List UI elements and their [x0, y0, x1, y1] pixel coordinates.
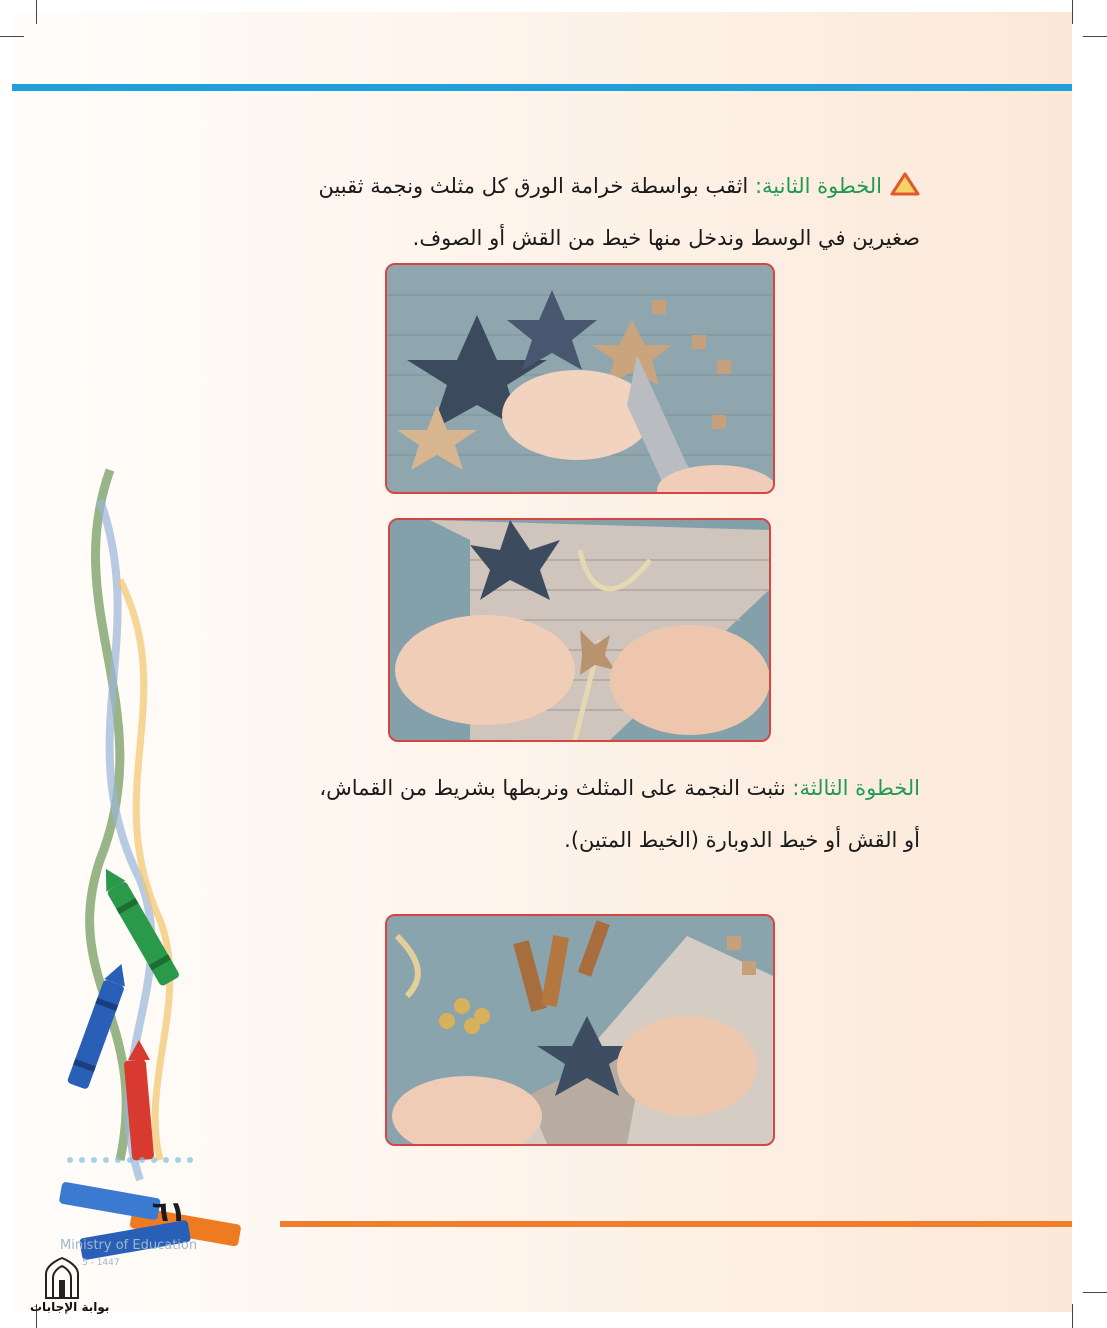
step-two-line-1 — [200, 160, 920, 212]
bottom-orange-rule — [280, 1221, 1072, 1227]
crayons-illustration — [40, 460, 300, 1280]
crop-mark — [1072, 1304, 1073, 1328]
page-number: ٦١ — [151, 1195, 187, 1228]
ministry-label: Ministry of Education — [60, 1238, 198, 1253]
step-two-line-2: صغيرين في الوسط وندخل منها خيط من القش أو الصوف. — [412, 226, 920, 250]
photo-tying-star — [385, 914, 775, 1146]
year-label: 5 - 1447 — [82, 1258, 120, 1268]
step-three-line-1 — [200, 762, 920, 814]
crop-mark — [0, 36, 24, 37]
warning-triangle-icon — [890, 172, 920, 196]
photo-threading-straw — [388, 518, 771, 742]
step-three-heading: الخطوة الثالثة: — [792, 776, 920, 800]
crop-mark — [1072, 0, 1073, 24]
top-blue-rule — [12, 84, 1072, 91]
crop-mark — [1083, 1292, 1107, 1293]
photo-punching-star — [385, 263, 775, 494]
crop-mark — [1083, 36, 1107, 37]
watermark-text: بوابة الإجابات — [30, 1300, 110, 1314]
step-two-paragraph — [200, 160, 920, 264]
step-three-paragraph — [200, 762, 920, 866]
step-three-text-1: نثبت النجمة على المثلث ونربطها بشريط من القماش، — [319, 776, 786, 800]
watermark-logo — [40, 1256, 84, 1300]
step-two-text-1: اثقب بواسطة خرامة الورق كل مثلث ونجمة ثقبين — [318, 174, 749, 198]
crop-mark — [36, 0, 37, 24]
step-two-heading: الخطوة الثانية: — [754, 174, 882, 198]
step-three-line-2: أو القش أو خيط الدوبارة (الخيط المتين). — [564, 828, 920, 852]
